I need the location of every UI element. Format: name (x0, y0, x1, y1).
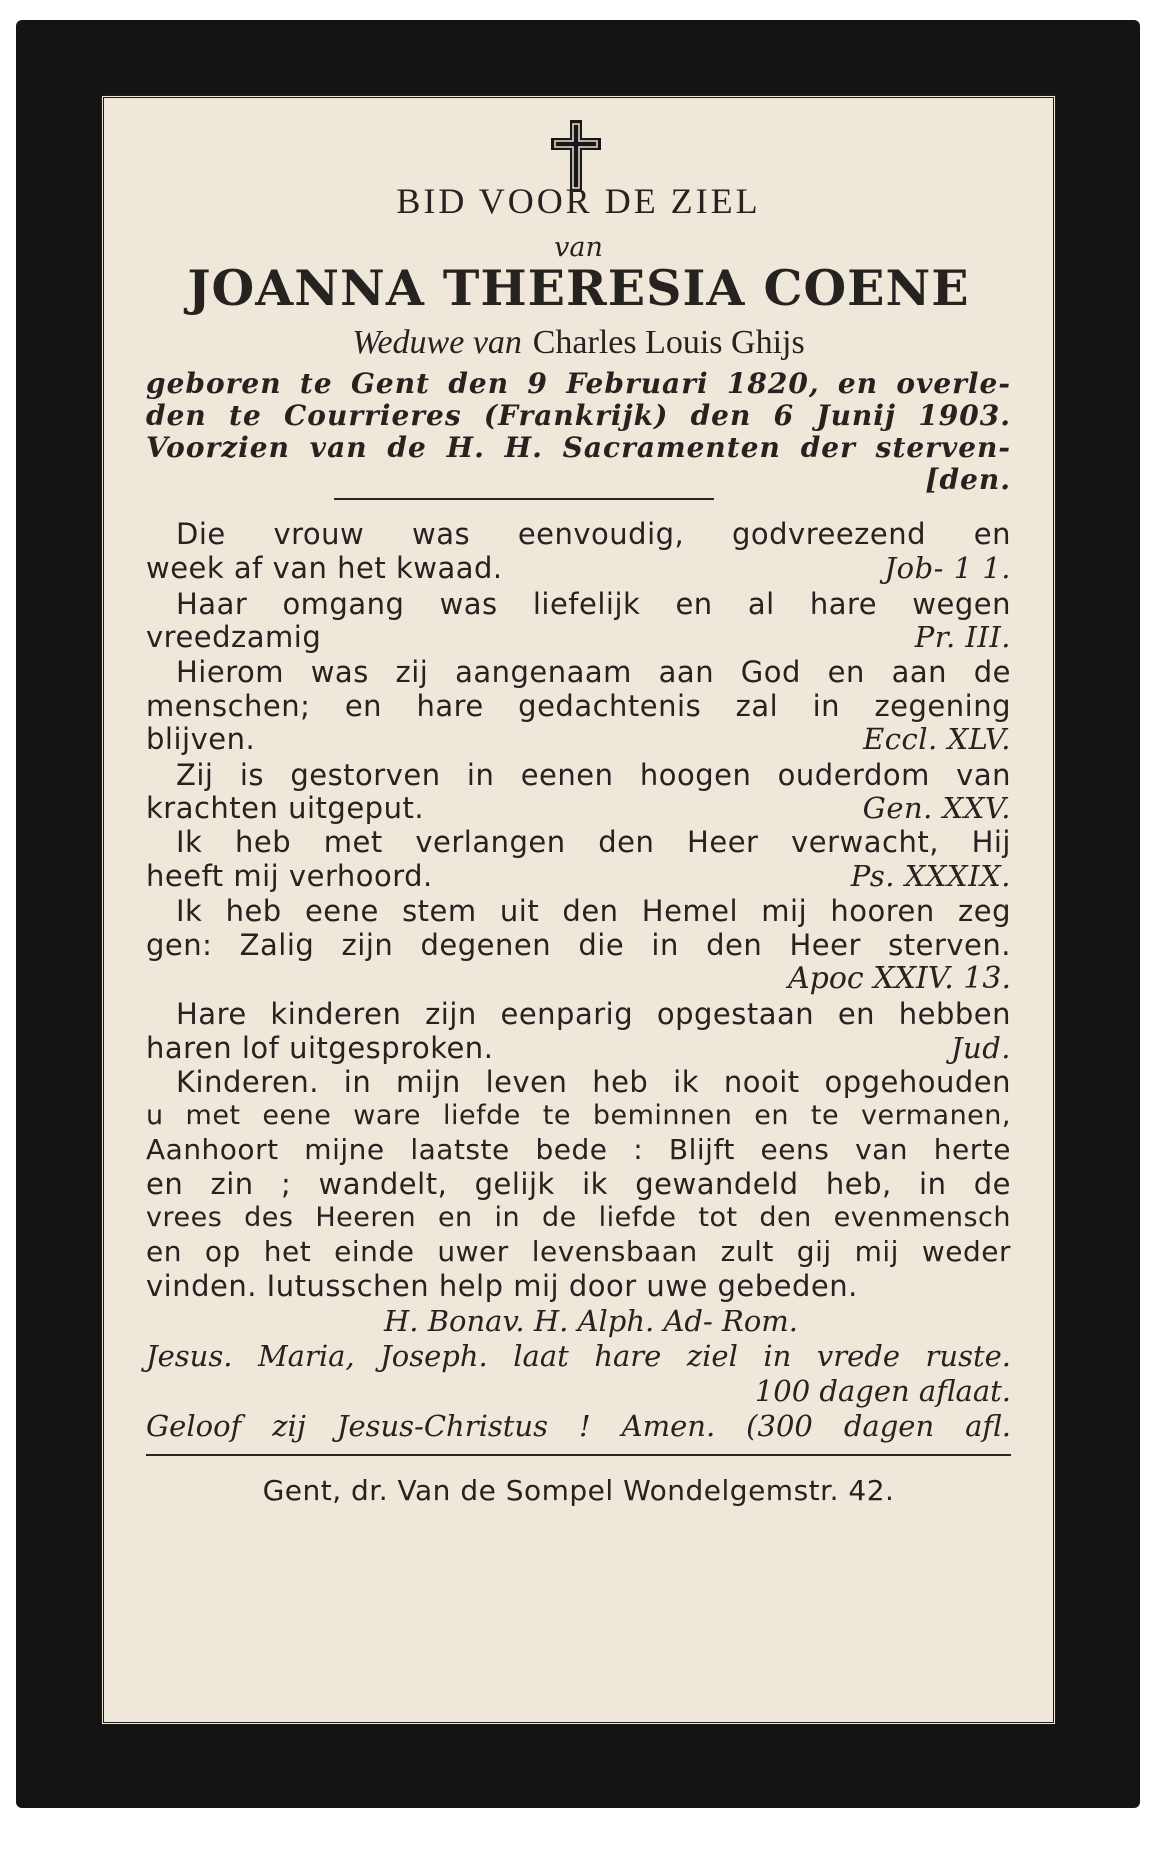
verse-text: week af van het kwaad. (146, 551, 503, 585)
verse-line: Hare kinderen zijn eenparig opgestaan en hebben (176, 997, 1011, 1031)
verse-line: vrees des Heeren en in de liefde tot den evenmensch (146, 1202, 1011, 1233)
verse-line-with-ref (146, 790, 1011, 826)
verse-line: menschen; en hare gedachtenis zal in zegening (146, 689, 1011, 723)
verse-text: haren lof uitgesproken. (146, 1031, 494, 1065)
birth-line-1: geboren te Gent den 9 Februari 1820, en overle- (146, 367, 1011, 400)
printer-imprint: Gent, dr. Van de Sompel Wondelgemstr. 42. (262, 1474, 895, 1507)
verse-line: en op het einde uwer levensbaan zult gij mij weder (146, 1235, 1011, 1268)
verse-text: vreedzamig (146, 620, 322, 654)
verse-text: heeft mij verhoord. (146, 859, 433, 893)
verse-line: Aanhoort mijne laatste bede : Blijft eens van herte (146, 1133, 1011, 1166)
verse-line-with-ref (146, 619, 1011, 655)
verse-line: Zij is gestorven in eenen hoogen ouderdom van (176, 758, 1011, 792)
birth-line-4: [den. (925, 463, 1011, 496)
verse-line-with-ref (146, 858, 1011, 894)
heading-bid: BID VOOR DE ZIEL (396, 181, 761, 221)
birth-line-2: den te Courrieres (Frankrijk) den 6 Junij 1903. (146, 399, 1011, 432)
card-panel (101, 95, 1056, 1725)
divider-top (334, 498, 714, 500)
verse-line: Die vrouw was eenvoudig, godvreezend en (176, 517, 1011, 551)
verse-line: en zin ; wandelt, gelijk ik gewandeld heb, in de (146, 1167, 1011, 1201)
verse-reference: Jud. (950, 1031, 1011, 1065)
divider-bottom (146, 1454, 1011, 1456)
closing-sources: H. Bonav. H. Alph. Ad- Rom. (384, 1304, 799, 1338)
verse-line: gen: Zalig zijn degenen die in den Heer sterven. (146, 928, 1011, 962)
birth-line-3: Voorzien van de H. H. Sacramenten der sterven- (146, 431, 1011, 464)
widow-line (146, 324, 1011, 361)
verse-line-with-ref (146, 550, 1011, 586)
verse-reference: Ps. XXXIX. (850, 859, 1011, 893)
verse-line-with-ref (146, 721, 1011, 757)
verse-line: u met eene ware liefde te beminnen en te vermanen, (146, 1100, 1011, 1131)
verse-reference: Eccl. XLV. (863, 722, 1011, 756)
widow-prefix: Weduwe van (352, 324, 522, 361)
verse-reference: Gen. XXV. (862, 791, 1011, 825)
verse-line: Hierom was zij aangenaam aan God en aan de (176, 655, 1011, 689)
closing-creed: Geloof zij Jesus-Christus ! Amen. (300 dagen afl. (146, 1409, 1011, 1443)
verse-reference: Job- 1 1. (884, 551, 1011, 585)
memorial-card (16, 20, 1140, 1808)
verse-line: Ik heb eene stem uit den Hemel mij hooren zeg (176, 894, 1011, 928)
closing-indulgence: 100 dagen aflaat. (754, 1374, 1011, 1408)
verse-line-with-ref (146, 1030, 1011, 1066)
verse-reference: Apoc XXIV. 13. (787, 961, 1011, 996)
heading-van: van (554, 232, 603, 263)
verse-line: Kinderen. in mijn leven heb ik nooit opgehouden (176, 1065, 1011, 1099)
verse-line: Ik heb met verlangen den Heer verwacht, Hij (176, 825, 1011, 859)
closing-prayer: Jesus. Maria, Joseph. laat hare ziel in vrede ruste. (146, 1339, 1011, 1373)
verse-line: Haar omgang was liefelijk en al hare wegen (176, 587, 1011, 621)
verse-text: blijven. (146, 722, 256, 756)
husband-name: Charles Louis Ghijs (532, 324, 805, 361)
verse-line: vinden. Iutusschen help mij door uwe gebeden. (146, 1269, 858, 1303)
verse-text: krachten uitgeput. (146, 791, 425, 825)
deceased-name: JOANNA THERESIA COENE (187, 259, 970, 317)
verse-reference: Pr. III. (914, 620, 1011, 654)
